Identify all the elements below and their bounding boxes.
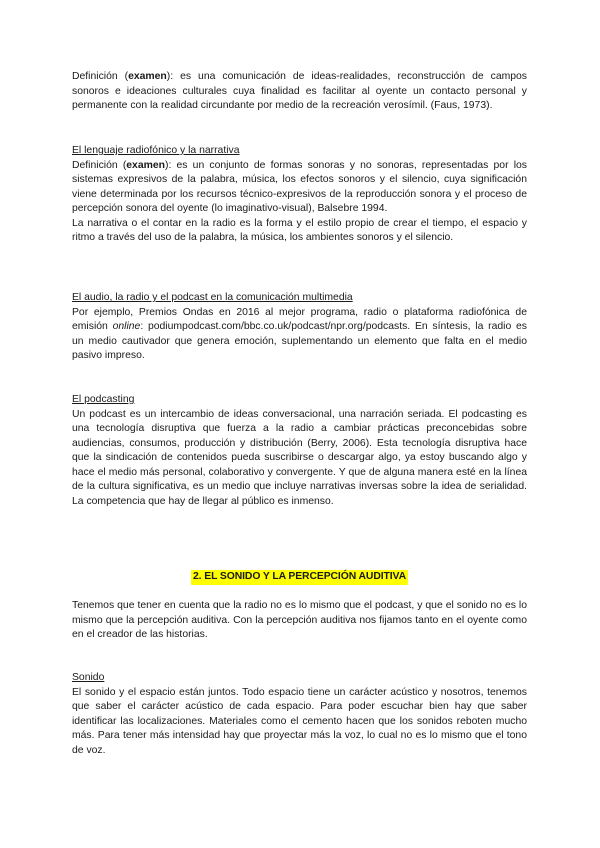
section-2-intro-paragraph: Tenemos que tener en cuenta que la radio no es lo mismo que el podcast, y que el sonido no es lo mismo que la percepción auditiva. Con la percepción auditiva nos fijamos tanto en el oyente como en el creador de las historias. (72, 600, 527, 640)
lenguaje-section (72, 144, 527, 246)
section-2-intro (72, 599, 527, 643)
audio-text-start: Por ejemplo, Premios Ondas en 2016 al mejor programa, radio o plataforma radiofónica de emisión (72, 306, 527, 332)
podcasting-heading: El podcasting (72, 394, 135, 405)
audio-text-end: : podiumpodcast.com/bbc.co.uk/podcast/npr.org/podcasts. En síntesis, la radio es un medio cautivador que genera emoción, suplementando un elemento que falta en el medio pasivo impreso. (72, 321, 527, 361)
online-term: online (112, 321, 141, 332)
definition-text: ): es una comunicación de ideas-realidades, reconstrucción de campos sonoros e ideaciones culturales cuya finalidad es facilitar al oyente un contacto personal y permanente con la realidad circundante por medio de la recreación verosímil. (Faus, 1973). (72, 71, 527, 111)
sonido-heading: Sonido (72, 672, 105, 683)
definition-paragraph (72, 70, 527, 114)
sonido-section (72, 671, 527, 758)
exam-marker: examen (126, 159, 165, 171)
podcasting-section (72, 393, 527, 509)
section-2-title: 2. EL SONIDO Y LA PERCEPCIÓN AUDITIVA (191, 570, 408, 585)
section-2-title-wrap (72, 570, 527, 585)
definition-radio-block (72, 70, 527, 114)
audio-heading: El audio, la radio y el podcast en la comunicación multimedia (72, 292, 353, 303)
lenguaje-heading: El lenguaje radiofónico y la narrativa (72, 145, 240, 156)
audio-paragraph (72, 306, 527, 364)
definition-label: Definición ( (72, 159, 127, 171)
lenguaje-definition-paragraph (72, 159, 527, 217)
narrativa-paragraph: La narrativa o el contar en la radio es la forma y el estilo propio de crear el tiempo, el espacio y ritmo a través del uso de la palabra, la música, los ambientes sonoros y el silencio. (72, 217, 527, 243)
exam-marker: examen (128, 71, 167, 82)
definition-label: Definición ( (72, 71, 129, 82)
audio-section (72, 291, 527, 364)
podcasting-paragraph: Un podcast es un intercambio de ideas conversacional, una narración seriada. El podcasting es una tecnología disruptiva que fuerza a la radio a cambiar prácticas preconcebidas sobre audiencias, consumos, producción y distribución (Berry, 2006). Esta tecnología disruptiva hace que la sindicación de contenidos pueda suscribirse o descargar algo, ya estoy buscando algo y hace el medio más personal, colaborativo y convergente. Y que de alguna manera esté en la línea de la cultura significativa, es un medio que incluye narrativas inversas sobre la idea de serialidad. La competencia que hay de llegar al público es inmenso. (72, 408, 527, 507)
definition-text: ): es un conjunto de formas sonoras y no sonoras, representadas por los sistemas expresivos de la palabra, música, los efectos sonoros y el silencio, cuya significación viene determinada por los recursos técnico-expresivos de la reproducción sonora y el proceso de percepción sonora del oyente (lo imaginativo-visual), Balsebre 1994. (72, 159, 527, 214)
sonido-paragraph: El sonido y el espacio están juntos. Todo espacio tiene un carácter acústico y nosotros, tenemos que saber el carácter acústico de cada espacio. Para poder escuchar bien hay que saber identificar las localizaciones. Materiales como el cemento hacen que los sonidos reboten mucho más. Para tener más intensidad hay que proyectar más la voz, lo cual no es lo mismo que el tono de voz. (72, 686, 527, 756)
